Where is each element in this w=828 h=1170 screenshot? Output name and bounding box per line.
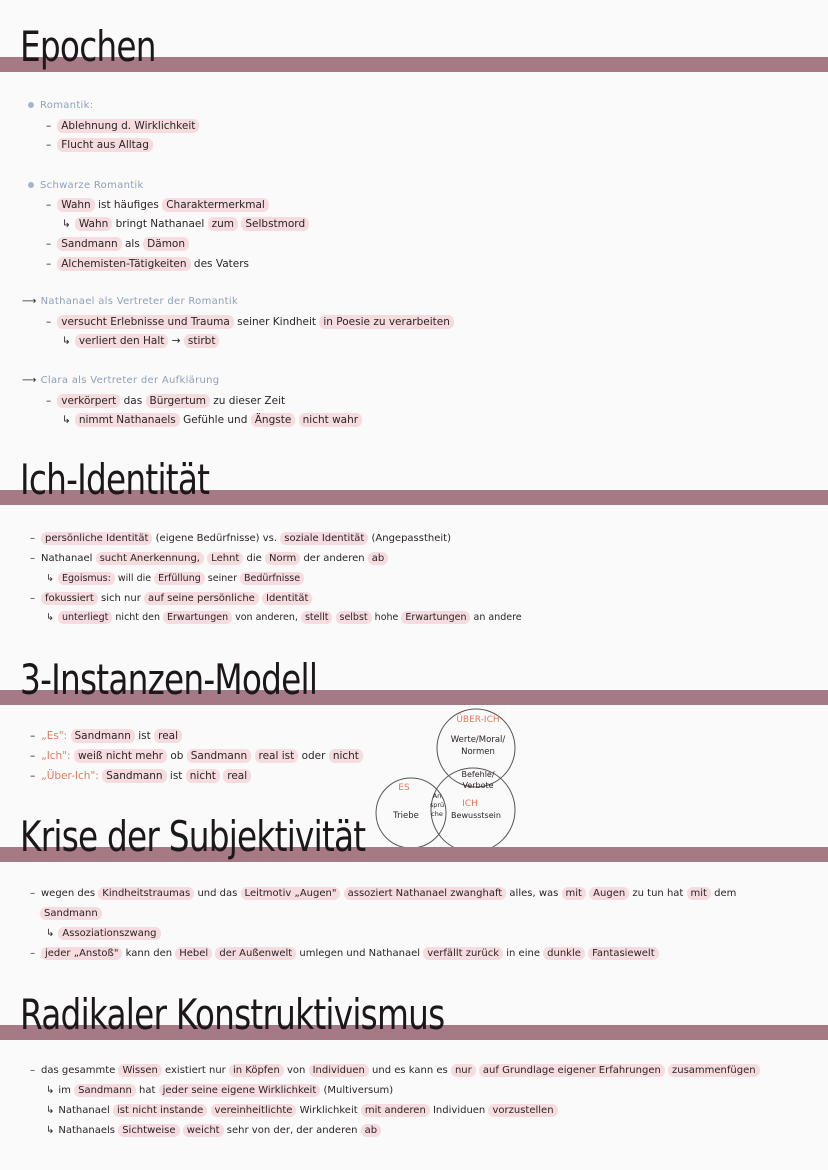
text: existiert: [165, 1065, 206, 1076]
line-nathanael-1: – versucht Erlebnisse und Trauma seiner Kindheit in Poesie zu verarbeiten: [46, 316, 454, 328]
text: als: [125, 238, 140, 250]
highlight: Fantasiewelt: [588, 947, 659, 960]
highlight: real ist: [255, 749, 299, 763]
text: alles, was: [509, 888, 559, 899]
text: zu dieser Zeit: [213, 395, 286, 407]
line-schwarze-2: [62, 218, 309, 230]
text: bringt Nathanael: [115, 218, 205, 230]
line-krise-4: – jeder „Anstoß" kann den Hebel der Außenwelt umlegen und Nathanael verfällt zurück in eine dunkle Fantasiewelt: [30, 948, 659, 959]
highlight: Wahn: [57, 198, 94, 212]
highlight: Wahn: [75, 217, 112, 231]
return-arrow-icon: ↳: [62, 218, 71, 230]
text: Nathanael: [58, 1105, 110, 1116]
label-normen: Normen: [461, 747, 495, 757]
line-instanzen-1: – „Es": Sandmann ist real: [30, 730, 182, 742]
text: nur: [208, 1065, 226, 1076]
highlight: vereinheitlichte: [211, 1104, 297, 1117]
return-arrow-icon: ↳: [46, 928, 55, 939]
bullet-dot-icon: [28, 182, 34, 188]
highlight: Augen: [589, 887, 629, 900]
highlight: Sandmann: [74, 1084, 136, 1097]
highlight: assoziert Nathanael zwanghaft: [344, 887, 507, 900]
text: sehr von der, der anderen: [226, 1125, 358, 1136]
text: „Über-Ich":: [41, 770, 99, 782]
highlight: Kindheitstraumas: [98, 887, 194, 900]
text: ob: [170, 750, 184, 762]
label-es: ES: [398, 783, 410, 793]
label-schwarze-romantik: [28, 180, 144, 191]
text: umlegen: [299, 948, 344, 959]
highlight: nur: [451, 1064, 476, 1077]
text: „Ich":: [41, 750, 71, 762]
line-radikal-3: [46, 1105, 558, 1116]
highlight: der Außenwelt: [215, 947, 296, 960]
text: der anderen: [303, 553, 365, 564]
highlight: jeder „Anstoß": [41, 947, 122, 960]
highlight: Identität: [262, 592, 312, 605]
label-triebe: Triebe: [393, 811, 419, 821]
highlight: Bürgertum: [146, 394, 210, 408]
highlight: real: [223, 769, 251, 783]
line-romantik-2: – Flucht aus Alltag: [46, 139, 153, 151]
highlight: Sichtweise: [118, 1124, 179, 1137]
arrow-right-icon: →: [171, 335, 181, 347]
return-arrow-icon: ↳: [62, 335, 71, 347]
label-romantik: [28, 100, 93, 111]
highlight: stirbt: [184, 334, 220, 348]
highlight: weicht: [183, 1124, 224, 1137]
label-befehle: Befehle/: [461, 770, 495, 779]
highlight: Hebel: [175, 947, 212, 960]
highlight: Wissen: [118, 1064, 161, 1077]
label-ansprueche-3: che: [431, 810, 443, 818]
highlight: verkörpert: [57, 394, 120, 408]
section-title-epochen: Epochen: [20, 22, 156, 71]
line-schwarze-3: – Sandmann als Dämon: [46, 238, 189, 250]
label-ansprueche-2: sprü: [429, 801, 445, 809]
line-radikal-4: [46, 1125, 381, 1136]
text: hat: [666, 888, 684, 899]
highlight: dunkle: [543, 947, 585, 960]
highlight: Ängste: [251, 413, 296, 427]
highlight: soziale Identität: [280, 532, 368, 545]
line-krise-1: – wegen des Kindheitstraumas und das Leitmotiv „Augen" assoziert Nathanael zwanghaft alles, was mit Augen zu tun hat mit dem: [30, 888, 737, 899]
highlight: in Köpfen: [229, 1064, 284, 1077]
section-title-radikal: Radikaler Konstruktivismus: [20, 990, 445, 1039]
return-arrow-icon: ↳: [46, 1105, 55, 1116]
label-werte: Werte/Moral/: [450, 735, 506, 745]
section-title-krise: Krise der Subjektivität: [20, 812, 366, 861]
label-ueber-ich: ÜBER-ICH: [456, 715, 500, 725]
highlight: Erwartungen: [163, 611, 232, 624]
line-ich-4: – fokussiert sich nur auf seine persönliche Identität: [30, 593, 312, 604]
return-arrow-icon: ↳: [46, 612, 54, 623]
highlight: unterliegt: [58, 611, 112, 624]
text: das: [219, 888, 238, 899]
line-radikal-2: [46, 1085, 393, 1096]
text: nicht: [115, 612, 140, 623]
text: „Es":: [41, 730, 68, 742]
text: und es kann es: [372, 1065, 448, 1076]
text: (eigene Bedürfnisse) vs.: [155, 533, 278, 544]
highlight: mit: [687, 887, 711, 900]
highlight: Sandmann: [71, 729, 135, 743]
section-title-3-instanzen: 3-Instanzen-Modell: [20, 655, 318, 704]
text: und: [227, 414, 248, 426]
line-ich-5: [46, 612, 522, 623]
label-text: Romantik:: [40, 100, 94, 111]
label-bewusstsein: Bewusstsein: [451, 811, 501, 820]
highlight: Flucht aus Alltag: [57, 138, 153, 152]
text: Gefühle: [183, 414, 225, 426]
highlight: stellt: [301, 611, 333, 624]
highlight: in Poesie zu verarbeiten: [319, 315, 453, 329]
text: sich nur: [101, 593, 141, 604]
text: gesammte: [61, 1065, 116, 1076]
section-title-ich-identitaet: Ich-Identität: [20, 455, 210, 504]
highlight: ist nicht instande: [113, 1104, 207, 1117]
text: eine: [518, 948, 540, 959]
highlight: real: [154, 729, 182, 743]
text: oder: [301, 750, 326, 762]
line-clara-2: [62, 414, 362, 426]
highlight: selbst: [336, 611, 372, 624]
label-text: Clara als Vertreter der Aufklärung: [40, 375, 220, 386]
text: im: [58, 1085, 71, 1096]
highlight: Egoismus:: [58, 572, 115, 585]
highlight: nicht: [329, 749, 363, 763]
line-nathanael-2: [62, 335, 219, 347]
text: ist: [169, 770, 183, 782]
instanzen-venn-diagram: [370, 700, 550, 852]
text: dem: [714, 888, 737, 899]
highlight: Bedürfnisse: [240, 572, 304, 585]
text: von: [287, 1065, 306, 1076]
label-clara-aufklaerung: [22, 375, 219, 386]
arrow-right-icon: ⟶: [22, 296, 37, 307]
text: den: [142, 612, 160, 623]
label-nathanael-romantik: [22, 296, 238, 307]
text: (Angepasstheit): [371, 533, 451, 544]
text: den: [153, 948, 173, 959]
highlight: Sandmann: [102, 769, 166, 783]
line-radikal-1: – das gesammte Wissen existiert nur in Köpfen von Individuen und es kann es nur auf Grundlage eigener Erfahrungen zusammenfügen: [30, 1065, 760, 1076]
label-text: Schwarze Romantik: [40, 180, 144, 191]
text: Wirklichkeit: [299, 1105, 358, 1116]
bullet-dot-icon: [28, 102, 34, 108]
highlight: sucht Anerkennung,: [96, 552, 204, 565]
text: seiner: [207, 573, 237, 584]
highlight: mit: [562, 887, 586, 900]
return-arrow-icon: ↳: [46, 1125, 55, 1136]
highlight: Sandmann: [57, 237, 121, 251]
highlight: persönliche Identität: [41, 532, 152, 545]
label-text: Nathanael als Vertreter der Romantik: [40, 296, 239, 307]
line-clara-1: – verkörpert das Bürgertum zu dieser Zeit: [46, 395, 286, 407]
highlight: verliert den Halt: [75, 334, 169, 348]
line-krise-3: [46, 928, 161, 939]
label-ansprueche-1: An: [432, 792, 442, 800]
highlight: Leitmotiv „Augen": [241, 887, 341, 900]
text: hohe: [374, 612, 399, 623]
return-arrow-icon: ↳: [46, 1085, 55, 1096]
label-verbote: Verbote: [462, 781, 494, 790]
highlight: ab: [368, 552, 388, 565]
text: in: [506, 948, 516, 959]
text: Nathanael: [368, 948, 421, 959]
highlight: jeder seine eigene Wirklichkeit: [159, 1084, 321, 1097]
text: und: [197, 888, 217, 899]
highlight: Individuen: [309, 1064, 369, 1077]
text: (Multiversum): [323, 1085, 394, 1096]
return-arrow-icon: ↳: [46, 573, 54, 584]
line-romantik-1: – Ablehnung d. Wirklichkeit: [46, 120, 199, 132]
text: Nathanaels: [58, 1125, 115, 1136]
highlight: mit anderen: [361, 1104, 430, 1117]
line-instanzen-3: – „Über-Ich": Sandmann ist nicht real: [30, 770, 251, 782]
highlight: Erfüllung: [154, 572, 205, 585]
highlight: Lehnt: [207, 552, 243, 565]
highlight: Ablehnung d. Wirklichkeit: [57, 119, 199, 133]
highlight: auf Grundlage eigener Erfahrungen: [479, 1064, 665, 1077]
highlight: verfällt zurück: [423, 947, 503, 960]
highlight: Erwartungen: [401, 611, 470, 624]
highlight: Sandmann: [187, 749, 251, 763]
text: wegen: [41, 888, 75, 899]
text: ist häufiges: [98, 199, 159, 211]
text: Individuen: [432, 1105, 486, 1116]
text: von anderen,: [235, 612, 298, 623]
highlight: nicht: [186, 769, 220, 783]
text: und: [346, 948, 366, 959]
text: das: [41, 1065, 59, 1076]
text: will die: [117, 573, 152, 584]
highlight: zum: [208, 217, 238, 231]
highlight: ab: [361, 1124, 381, 1137]
text: seiner Kindheit: [237, 316, 317, 328]
highlight: Selbstmord: [241, 217, 309, 231]
highlight: Charaktermerkmal: [162, 198, 269, 212]
return-arrow-icon: ↳: [62, 414, 71, 426]
line-instanzen-2: – „Ich": weiß nicht mehr ob Sandmann real ist oder nicht: [30, 750, 363, 762]
highlight: vorzustellen: [488, 1104, 557, 1117]
highlight: weiß nicht mehr: [74, 749, 167, 763]
text: an andere: [473, 612, 522, 623]
text: des: [77, 888, 96, 899]
line-ich-2: – Nathanael sucht Anerkennung, Lehnt die Norm der anderen ab: [30, 553, 388, 564]
line-ich-3: [46, 573, 304, 584]
text: die: [246, 553, 262, 564]
line-schwarze-1: – Wahn ist häufiges Charaktermerkmal: [46, 199, 269, 211]
line-ich-1: – persönliche Identität (eigene Bedürfnisse) vs. soziale Identität (Angepasstheit): [30, 533, 451, 544]
text: kann: [125, 948, 151, 959]
line-krise-2: [40, 908, 102, 919]
label-ich: ICH: [462, 799, 478, 809]
text: Nathanael: [41, 553, 93, 564]
text: das: [123, 395, 143, 407]
text: des Vaters: [193, 258, 250, 270]
highlight: nicht wahr: [299, 413, 362, 427]
arrow-right-icon: ⟶: [22, 375, 37, 386]
highlight: Alchemisten-Tätigkeiten: [57, 257, 190, 271]
highlight: nimmt Nathanaels: [75, 413, 180, 427]
highlight: zusammenfügen: [668, 1064, 760, 1077]
text: ist: [138, 730, 151, 742]
highlight: Dämon: [143, 237, 189, 251]
highlight: versucht Erlebnisse und Trauma: [57, 315, 234, 329]
text: zu tun: [632, 888, 664, 899]
highlight: auf seine persönliche: [144, 592, 259, 605]
highlight: Sandmann: [40, 907, 102, 920]
line-schwarze-4: – Alchemisten-Tätigkeiten des Vaters: [46, 258, 250, 270]
highlight: Assoziationszwang: [58, 927, 160, 940]
text: hat: [139, 1085, 156, 1096]
highlight: fokussiert: [41, 592, 98, 605]
highlight: Norm: [265, 552, 300, 565]
